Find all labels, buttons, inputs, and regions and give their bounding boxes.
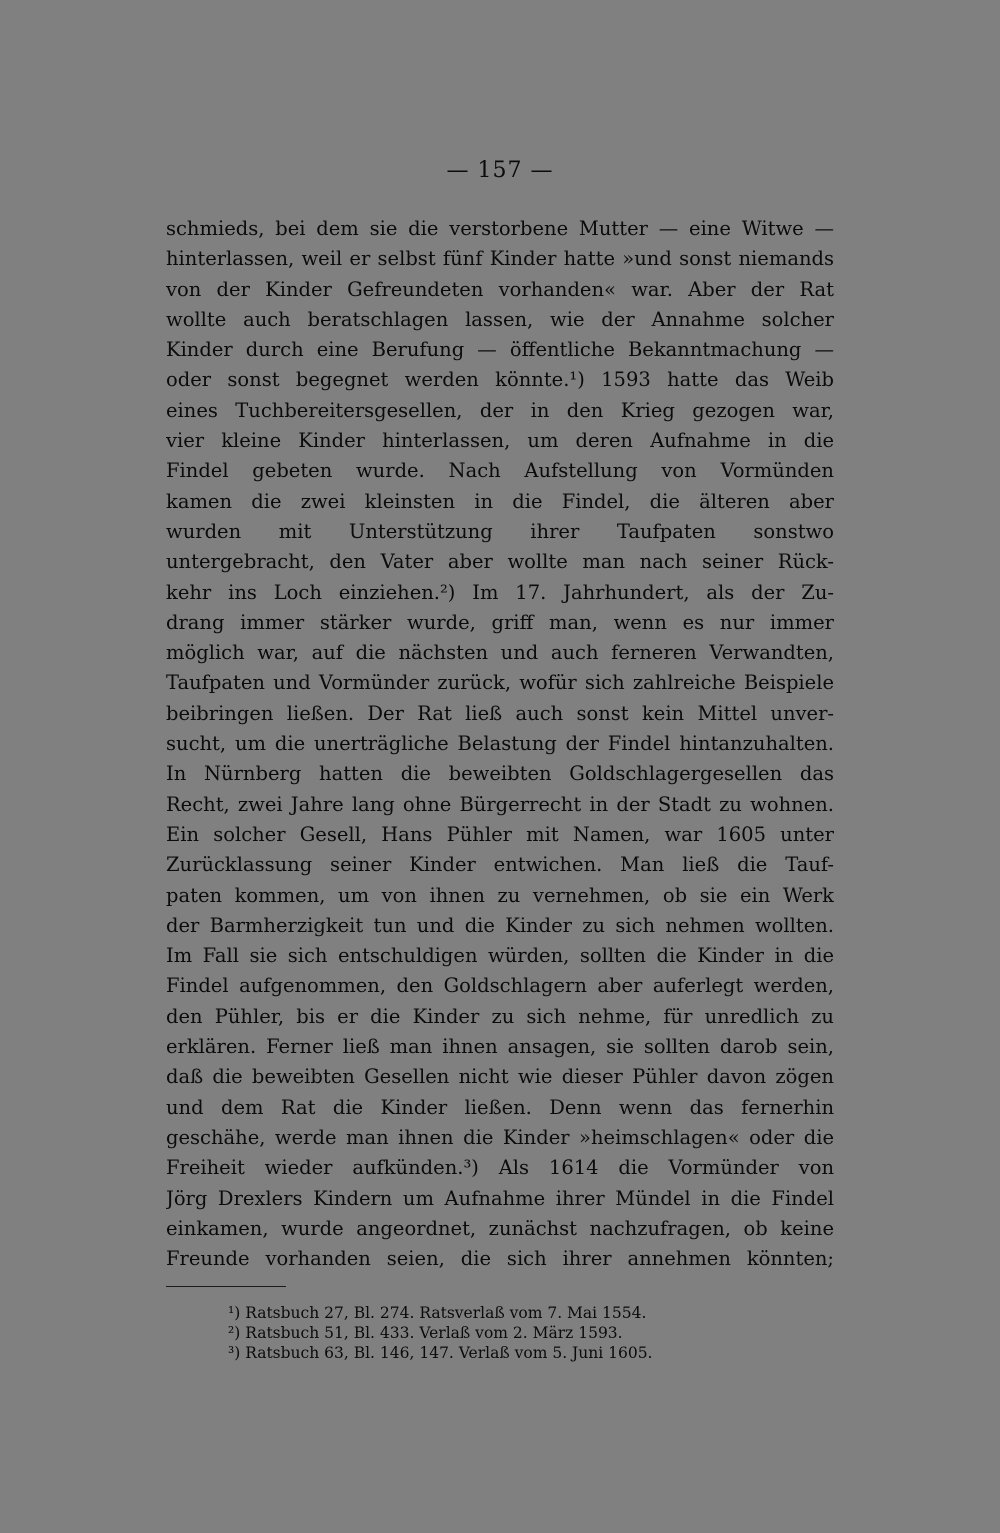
text-line: einkamen, wurde angeordnet, zunächst nachzufragen, ob keine — [166, 1216, 834, 1240]
text-line: der Barmherzigkeit tun und die Kinder zu sich nehmen wollten. — [166, 913, 834, 937]
text-line: beibringen ließen. Der Rat ließ auch sonst kein Mittel unver- — [166, 701, 834, 725]
footnotes — [228, 1303, 788, 1363]
text-line: schmieds, bei dem sie die verstorbene Mutter — eine Witwe — — [166, 217, 834, 240]
text-line: wurden mit Unterstützung ihrer Taufpaten sonstwo — [166, 519, 834, 543]
text-line: Freunde vorhanden seien, die sich ihrer annehmen könnten; — [166, 1247, 834, 1271]
text-line: Im Fall sie sich entschuldigen würden, sollten die Kinder in die — [166, 944, 834, 968]
text-line: paten kommen, um von ihnen zu vernehmen, ob sie ein Werk — [166, 883, 834, 907]
text-line: Findel aufgenommen, den Goldschlagern aber auferlegt werden, — [166, 974, 834, 998]
text-line: von der Kinder Gefreundeten vorhanden« war. Aber der Rat — [166, 277, 834, 301]
text-line: Freiheit wieder aufkünden.³) Als 1614 die Vormünder von — [166, 1156, 834, 1180]
body-text — [166, 214, 834, 1274]
text-line: vier kleine Kinder hinterlassen, um deren Aufnahme in die — [166, 429, 834, 453]
text-line: und dem Rat die Kinder ließen. Denn wenn das fernerhin — [166, 1095, 834, 1119]
text-line: hinterlassen, weil er selbst fünf Kinder hatte »und sonst niemands — [166, 247, 834, 271]
text-line: Jörg Drexlers Kindern um Aufnahme ihrer Mündel in die Findel — [166, 1186, 834, 1210]
footnote-2: ²) Ratsbuch 51, Bl. 433. Verlaß vom 2. März 1593. — [228, 1324, 623, 1342]
text-line: den Pühler, bis er die Kinder zu sich nehme, für unredlich zu — [166, 1004, 834, 1028]
text-line: drang immer stärker wurde, griff man, wenn es nur immer — [166, 610, 834, 634]
text-line: kamen die zwei kleinsten in die Findel, die älteren aber — [166, 489, 834, 513]
text-line: Recht, zwei Jahre lang ohne Bürgerrecht in der Stadt zu wohnen. — [166, 792, 834, 816]
footnote-3: ³) Ratsbuch 63, Bl. 146, 147. Verlaß vom 5. Juni 1605. — [228, 1344, 653, 1362]
text-line: daß die beweibten Gesellen nicht wie dieser Pühler davon zögen — [166, 1065, 834, 1089]
text-line: untergebracht, den Vater aber wollte man nach seiner Rück- — [166, 550, 834, 574]
text-line: kehr ins Loch einziehen.²) Im 17. Jahrhundert, als der Zu- — [166, 580, 834, 604]
text-line: Zurücklassung seiner Kinder entwichen. Man ließ die Tauf- — [166, 853, 834, 877]
text-line: möglich war, auf die nächsten und auch ferneren Verwandten, — [166, 641, 834, 665]
text-line: oder sonst begegnet werden könnte.¹) 1593 hatte das Weib — [166, 368, 834, 392]
text-line: Kinder durch eine Berufung — öffentliche Bekanntmachung — — [166, 338, 834, 362]
text-line: Taufpaten und Vormünder zurück, wofür sich zahlreiche Beispiele — [166, 671, 834, 695]
text-line: wollte auch beratschlagen lassen, wie der Annahme solcher — [166, 307, 834, 331]
text-line: Findel gebeten wurde. Nach Aufstellung von Vormünden — [166, 459, 834, 483]
footnote-1: ¹) Ratsbuch 27, Bl. 274. Ratsverlaß vom 7. Mai 1554. — [228, 1304, 647, 1322]
text-line: Ein solcher Gesell, Hans Pühler mit Namen, war 1605 unter — [166, 822, 834, 846]
page-number: — 157 — — [446, 158, 554, 183]
text-line: sucht, um die unerträgliche Belastung der Findel hintanzuhalten. — [166, 732, 834, 756]
text-line: erklären. Ferner ließ man ihnen ansagen, sie sollten darob sein, — [166, 1035, 834, 1059]
text-line: In Nürnberg hatten die beweibten Goldschlagergesellen das — [166, 762, 834, 786]
text-line: eines Tuchbereitersgesellen, der in den Krieg gezogen war, — [166, 398, 834, 422]
footnote-divider — [166, 1286, 286, 1287]
text-line: geschähe, werde man ihnen die Kinder »heimschlagen« oder die — [166, 1125, 834, 1149]
